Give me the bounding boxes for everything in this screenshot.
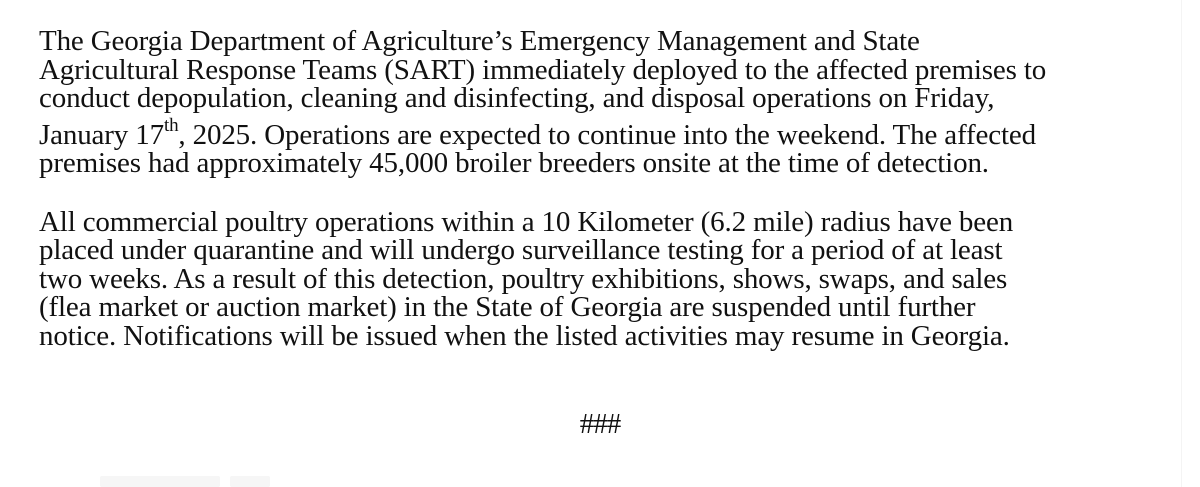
end-of-release-mark: ### xyxy=(579,408,621,440)
page-bottom-edge xyxy=(0,470,1200,487)
text-line: (flea market or auction market) in the State of Georgia are suspended until further xyxy=(39,291,976,323)
text-continuation: , 2025. Operations are expected to continue into the weekend. The affected xyxy=(178,118,1036,151)
ordinal-superscript: th xyxy=(163,114,179,136)
paragraph-quarantine xyxy=(39,205,1179,352)
text-line-with-date xyxy=(39,114,1179,151)
text-line: All commercial poultry operations within a 10 Kilometer (6.2 mile) radius have been xyxy=(39,205,1014,238)
text-line: The Georgia Department of Agriculture’s Emergency Management and State xyxy=(39,25,920,57)
page-right-edge xyxy=(1181,0,1182,487)
text-line: two weeks. As a result of this detection, poultry exhibitions, shows, swaps, and sales xyxy=(39,262,1008,295)
text-line: Agricultural Response Teams (SART) immediately deployed to the affected premises to xyxy=(39,53,1047,86)
text-line: notice. Notifications will be issued when the listed activities may resume in Georgia. xyxy=(39,319,1010,352)
text-line: conduct depopulation, cleaning and disinfecting, and disposal operations on Friday, xyxy=(39,82,995,114)
text-line: placed under quarantine and will undergo surveillance testing for a period of at least xyxy=(39,234,1003,266)
date-text: January 17 xyxy=(39,118,164,151)
faint-footer-mark xyxy=(100,476,220,487)
faint-footer-mark xyxy=(230,476,270,487)
document-body xyxy=(39,27,1179,350)
paragraph-sart-deployment xyxy=(39,27,1179,178)
text-line: premises had approximately 45,000 broiler breeders onsite at the time of detection. xyxy=(39,147,989,179)
